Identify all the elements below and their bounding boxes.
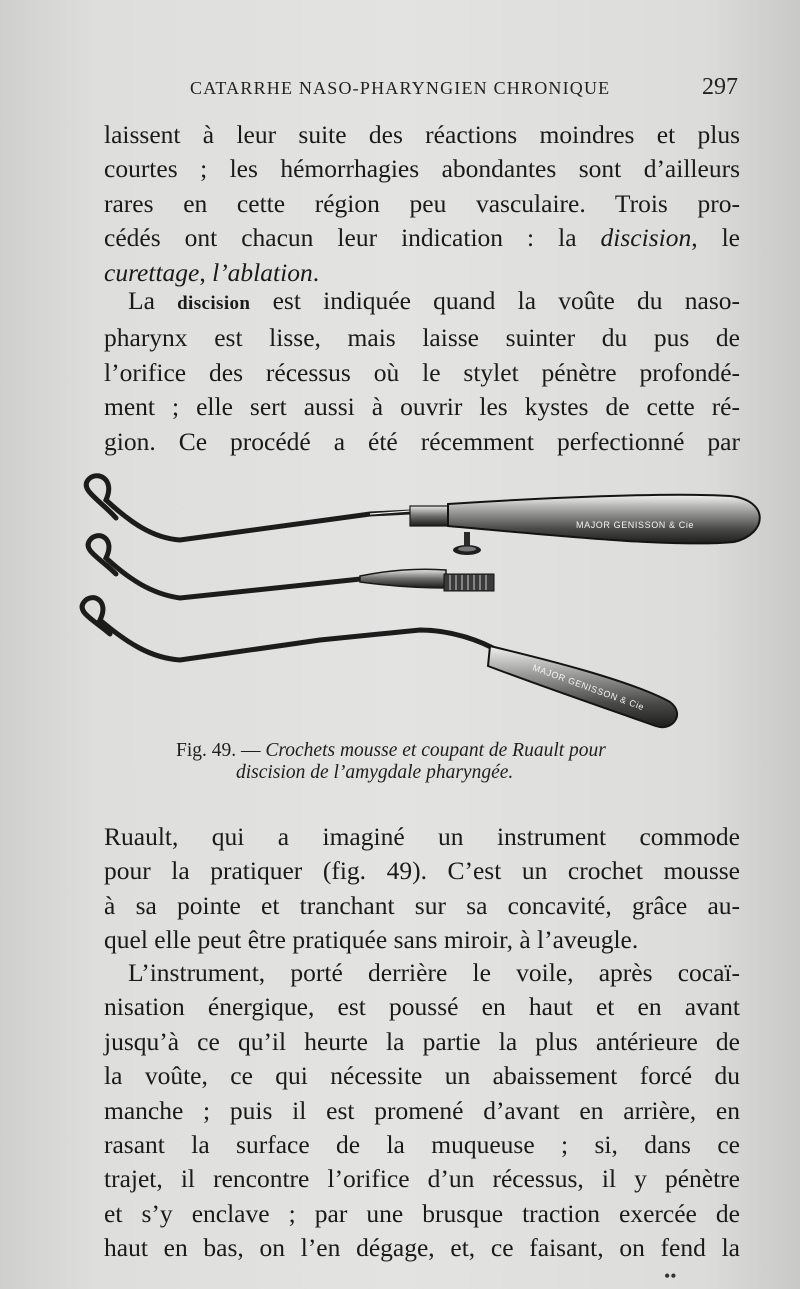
paragraph-4 xyxy=(104,956,740,1266)
hook-instrument-1 xyxy=(86,476,760,555)
page-number: 297 xyxy=(702,74,738,100)
text-run: , le xyxy=(691,223,740,253)
emphasis-curettage: curettage xyxy=(104,257,200,287)
text-line: nisation énergique, est poussé en haut et en avant xyxy=(104,992,740,1022)
text-line: rasant la surface de la muqueuse ; si, dans ce xyxy=(104,1130,740,1160)
text-line: pour la pratiquer (fig. 49). C’est un crochet mousse xyxy=(104,856,740,886)
text-run: cédés ont chacun leur indication : la xyxy=(104,223,601,253)
text-line: trajet, il rencontre l’orifice d’un récessus, il y pénètre xyxy=(104,1164,740,1194)
signature-mark: •• xyxy=(664,1266,677,1286)
text-line: gion. Ce procédé a été récemment perfectionné par xyxy=(104,426,740,456)
text-line: manche ; puis il est promené d’avant en arrière, en xyxy=(104,1095,740,1125)
text-run: est indiquée quand la voûte du naso- xyxy=(250,286,740,315)
figure-label: Fig. 49. — xyxy=(176,740,266,761)
text-run: , xyxy=(199,257,213,287)
emphasis-discision: discision xyxy=(600,223,692,253)
maker-stamp-2-text: MAJOR GENISSON & Cie xyxy=(531,662,646,713)
maker-stamp-1: MAJOR GENISSON & Cie xyxy=(576,520,695,530)
text-line: quel elle peut être pratiquée sans miroir, à l’aveugle. xyxy=(104,925,639,955)
text-line: la voûte, ce qui nécessite un abaissement forcé du xyxy=(104,1061,740,1091)
text-line: Ruault, qui a imaginé un instrument commode xyxy=(104,822,740,851)
text-line: à sa pointe et tranchant sur sa concavité, grâce au- xyxy=(104,890,740,920)
text-line: pharynx est lisse, mais laisse suinter du pus de xyxy=(104,323,740,353)
bold-term-discision: discision xyxy=(177,293,251,314)
figure-49-instruments xyxy=(70,470,770,740)
text-line: et s’y enclave ; par une brusque traction exercée de xyxy=(104,1198,740,1228)
screw-knob xyxy=(453,532,481,555)
caption-text-1: Crochets mousse et coupant de Ruault pour xyxy=(265,740,606,761)
caption-line-1 xyxy=(140,740,720,762)
figure-caption xyxy=(140,740,720,784)
text-line: jusqu’à ce qu’il heurte la partie la plus antérieure de xyxy=(104,1026,740,1056)
caption-line-2: discision de l’amygdale pharyngée. xyxy=(236,762,514,783)
text-run: . xyxy=(312,257,320,287)
text-line xyxy=(104,221,740,255)
text-line: laissent à leur suite des réactions moindres et plus xyxy=(104,120,740,149)
hook-instrument-2 xyxy=(88,536,494,598)
text-line: haut en bas, on l’en dégage, et, ce faisant, on fend la xyxy=(104,1233,740,1263)
text-line: L’instrument, porté derrière le voile, après cocaï- xyxy=(128,958,740,987)
text-line: l’orifice des récessus où le stylet pénètre profondé- xyxy=(104,357,740,387)
emphasis-ablation: l’ablation xyxy=(212,257,313,287)
paragraph-3 xyxy=(104,820,740,958)
running-title: CATARRHE NASO-PHARYNGIEN CHRONIQUE xyxy=(190,78,611,98)
text-line: courtes ; les hémorrhagies abondantes sont d’ailleurs xyxy=(104,154,740,184)
text-line xyxy=(104,284,740,321)
paragraph-2 xyxy=(104,284,740,459)
text-line: ment ; elle sert aussi à ouvrir les kystes de cette ré- xyxy=(104,392,740,422)
hook-instrument-3 xyxy=(82,598,677,727)
text-run: La xyxy=(128,286,178,315)
text-line: rares en cette région peu vasculaire. Trois pro- xyxy=(104,188,740,218)
paragraph-1 xyxy=(104,118,740,290)
